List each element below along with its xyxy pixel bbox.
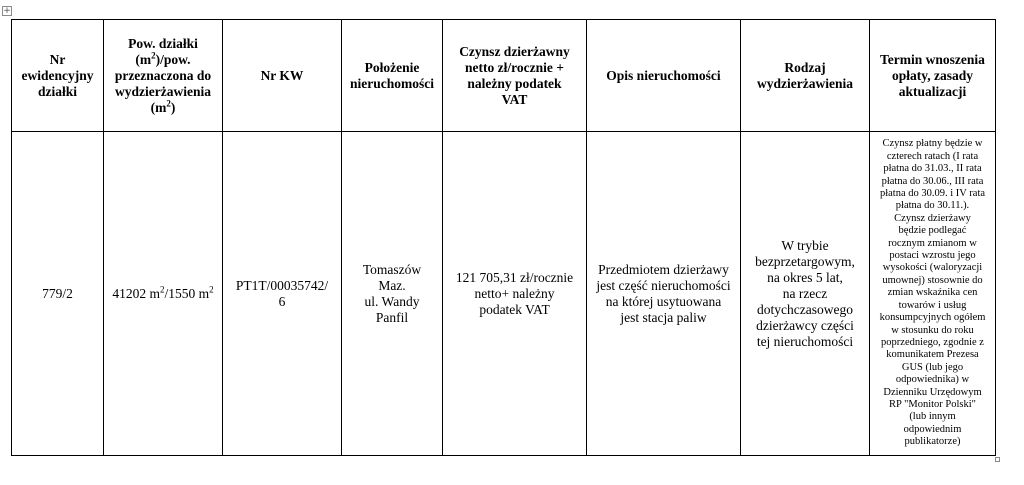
table-row (12, 132, 996, 456)
cell-land-register-number: PT1T/00035742/ 6 (223, 132, 342, 456)
cell-location: Tomaszów Maz. ul. Wandy Panfil (342, 132, 443, 456)
table-resize-handle[interactable] (995, 457, 1000, 462)
cell-rent: 121 705,31 zł/rocznie netto+ należny podatek VAT (443, 132, 587, 456)
header-parcel-area: Pow. działki $(m^2)$/pow. przeznaczona do wydzierżawienia $(m^2)$ (104, 20, 223, 132)
table-header-row (12, 20, 996, 132)
header-payment-terms: Termin wnoszenia opłaty, zasady aktualizacji (870, 20, 996, 132)
header-description: Opis nieruchomości (587, 20, 741, 132)
cell-parcel-area: 41202 $m^2/1550$ $m^2$ (104, 132, 223, 456)
header-lease-type: Rodzaj wydzierżawienia (741, 20, 870, 132)
table-move-handle[interactable]: + (3, 6, 11, 16)
cell-lease-type: W trybie bezprzetargowym, na okres 5 lat, na rzecz dotychczasowego dzierżawcy części tej nieruchomości (741, 132, 870, 456)
cell-description: Przedmiotem dzierżawy jest część nieruchomości na której usytuowana jest stacja paliw (587, 132, 741, 456)
lease-table (11, 19, 996, 456)
header-rent: Czynsz dzierżawny netto zł/rocznie + należny podatek VAT (443, 20, 587, 132)
header-location: Położenie nieruchomości (342, 20, 443, 132)
header-land-register-number: Nr KW (223, 20, 342, 132)
header-parcel-number: Nr ewidencyjny działki (12, 20, 104, 132)
cell-parcel-number: 779/2 (12, 132, 104, 456)
cell-payment-terms: Czynsz płatny będzie w czterech ratach (I rata płatna do 31.03., II rata płatna do 30.06., III rata płatna do 30.09. i IV rata płatna do 30.11.). Czynsz dzierżawy będzie podlegać rocznym zmianom w postaci wzrostu jego wysokości (waloryzacji umownej) stosownie do zmian wskaźnika cen towarów i usług konsumpcyjnych ogółem w stosunku do roku poprzedniego, zgodnie z komunikatem Prezesa GUS (lub jego odpowiednika) w Dzienniku Urzędowym RP "Monitor Polski" (lub innym odpowiednim publikatorze) (870, 132, 996, 456)
